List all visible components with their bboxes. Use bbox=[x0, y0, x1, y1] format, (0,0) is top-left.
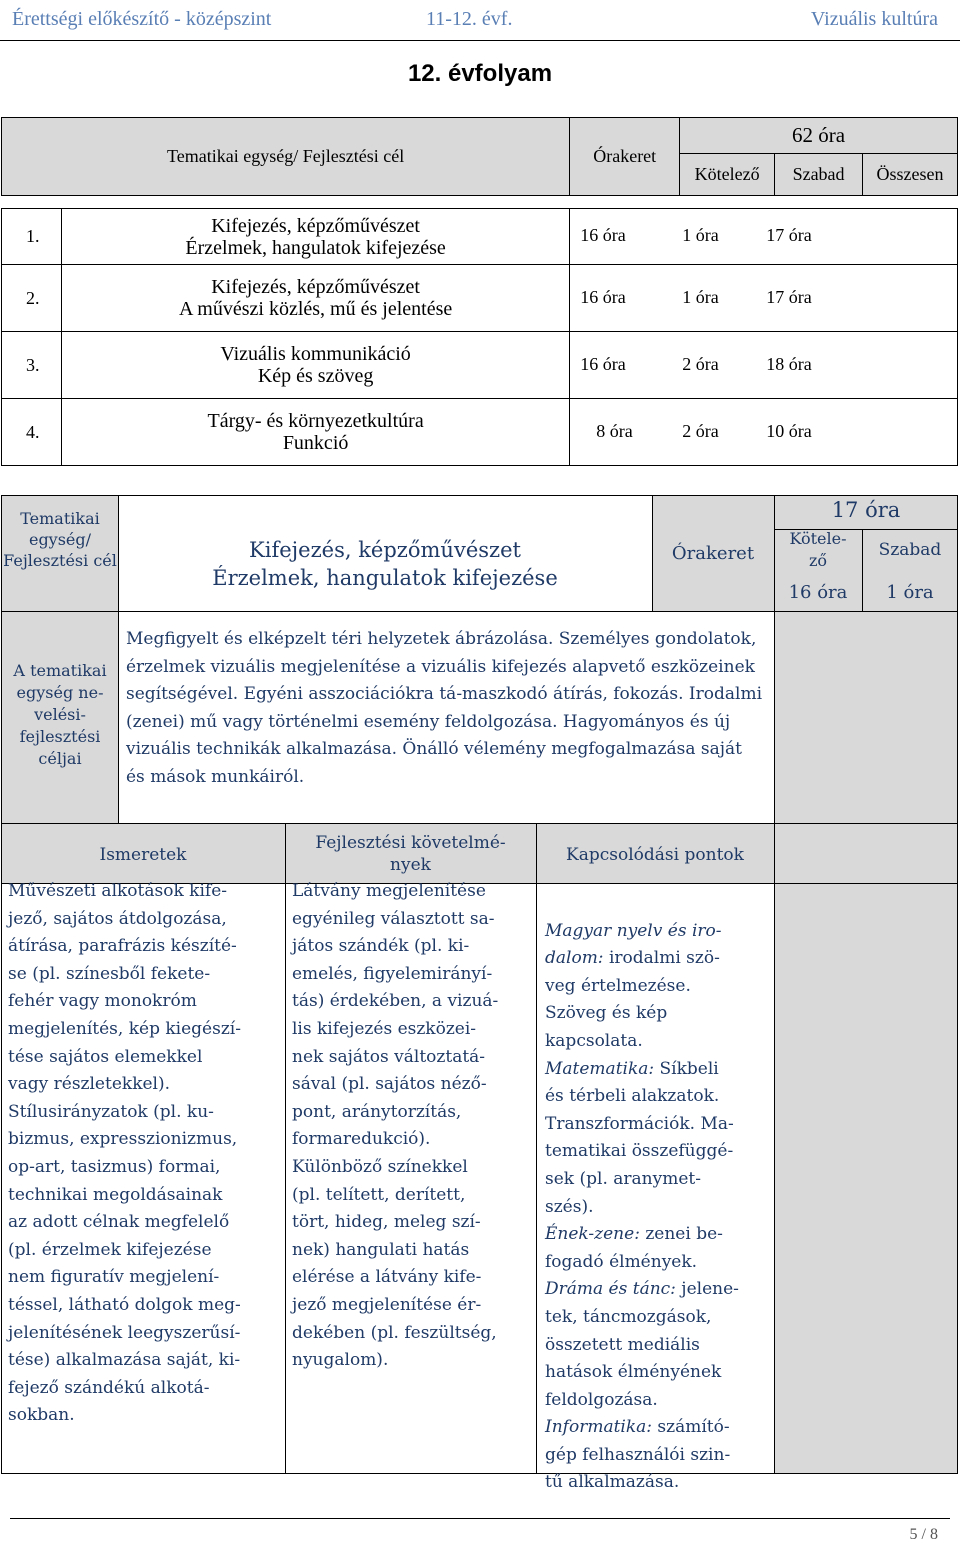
row-kotelezo: 8 óra bbox=[596, 421, 633, 441]
page-title: 12. évfolyam bbox=[407, 60, 553, 87]
connection-subject: Informatika: bbox=[545, 1417, 653, 1438]
summary-table bbox=[1, 117, 958, 466]
summary-row bbox=[2, 209, 958, 265]
row-osszesen: 17 óra bbox=[766, 225, 812, 245]
unit-kotelezo-label: Kötele- ző bbox=[789, 529, 847, 570]
unit-hours-label: Órakeret bbox=[671, 543, 755, 564]
header-mid: 11-12. évf. bbox=[426, 8, 513, 30]
row-title: Kifejezés, képzőművészet bbox=[211, 214, 420, 237]
page-number: 5 / 8 bbox=[909, 1526, 938, 1543]
row-szabad: 2 óra bbox=[682, 421, 719, 441]
row-kotelezo: 16 óra bbox=[580, 354, 626, 374]
unit-total-hours: 17 óra bbox=[831, 498, 901, 522]
unit-title: Kifejezés, képzőművészet bbox=[249, 538, 521, 562]
row-szabad: 1 óra bbox=[682, 287, 719, 307]
unit-szabad-label: Szabad bbox=[878, 540, 942, 560]
summary-row bbox=[2, 265, 958, 332]
row-osszesen: 18 óra bbox=[766, 354, 812, 374]
requirements-text: Látvány megjelenítése egyénileg választott sa- játos szándék (pl. ki- emelés, figyelemirányí- tás) érdekében, a vizuá- lis kifejezés eszközei- nek sajátos változtatá- sával (pl. sajátos néző- pont, aránytorzítás, formaredukció). Különböző színekkel (pl. telített, derített, tört, hideg, meleg szí- nek) hangulati hatás elérése a látvány kife- jező megjelenítése ér- dekében (pl. feszültség, nyugalom). bbox=[292, 881, 499, 1371]
connection-subject: Magyar nyelv és iro- dalom: bbox=[545, 920, 722, 969]
knowledge-text: Művészeti alkotások kife- jező, sajátos átdolgozása, átírása, parafrázis készíté- se (pl. színesből fekete- fehér vagy monokróm megjelenítés, kép kiegészí- tése sajátos elemekkel vagy részletekkel). Stílusirányzatok (pl. ku- bizmus, expresszionizmus, op-art, tasizmus) formai, technikai megoldásainak az adott célnak megfelelő (pl. érzelmek kifejezése nem figuratív megjelení- téssel, látható dolgok meg- jelenítésének leegyszerűsí- tése) alkalmazása saját, ki- fejező szándékú alkotá- sokban. bbox=[8, 881, 241, 1426]
row-kotelezo: 16 óra bbox=[580, 287, 626, 307]
connection-text: irodalmi szö- veg értelmezése. Szöveg és kép kapcsolata. bbox=[545, 948, 720, 1051]
summary-col-szabad: Szabad bbox=[775, 154, 863, 196]
summary-col-osszesen: Összesen bbox=[863, 154, 958, 196]
goals-label: A tematikai egység ne- velési- fejlesztési céljai bbox=[13, 661, 107, 768]
row-number: 3. bbox=[2, 332, 62, 399]
footer-rule bbox=[10, 1518, 950, 1519]
row-number: 4. bbox=[2, 399, 62, 466]
row-szabad: 2 óra bbox=[682, 354, 719, 374]
unit-szabad-hours: 1 óra bbox=[886, 582, 934, 603]
summary-theme-header: Tematikai egység/ Fejlesztési cél bbox=[2, 118, 570, 196]
connection-text: jelene- tek, táncmozgások, összetett mediális hatások élményének feldolgozása. bbox=[545, 1279, 739, 1410]
unit-label: Tematikai egység/ Fejlesztési cél bbox=[3, 509, 117, 570]
unit-kotelezo-hours: 16 óra bbox=[788, 582, 848, 603]
row-subtitle: A művészi közlés, mű és jelentése bbox=[178, 298, 453, 320]
connection-subject: Ének-zene: bbox=[545, 1224, 640, 1245]
row-osszesen: 10 óra bbox=[766, 421, 812, 441]
requirements-header: Fejlesztési követelmé- nyek bbox=[315, 833, 506, 875]
row-kotelezo: 16 óra bbox=[580, 225, 626, 245]
row-number: 1. bbox=[2, 209, 62, 265]
row-szabad: 1 óra bbox=[682, 225, 719, 245]
row-subtitle: Érzelmek, hangulatok kifejezése bbox=[185, 236, 446, 259]
knowledge-header: Ismeretek bbox=[99, 845, 187, 865]
unit-subtitle: Érzelmek, hangulatok kifejezése bbox=[212, 566, 558, 590]
summary-col-kotelezo: Kötelező bbox=[680, 154, 775, 196]
connection-text: számító- gép felhasználói szin- tű alkalmazása. bbox=[545, 1417, 731, 1493]
row-subtitle: Kép és szöveg bbox=[257, 365, 374, 387]
row-subtitle: Funkció bbox=[282, 432, 349, 454]
page-header bbox=[0, 4, 960, 32]
connections-text bbox=[545, 890, 773, 1497]
summary-row bbox=[2, 399, 958, 466]
header-left: Érettségi előkészítő - középszint bbox=[12, 8, 272, 30]
row-title: Kifejezés, képzőművészet bbox=[211, 276, 420, 298]
row-title: Tárgy- és környezetkultúra bbox=[207, 410, 424, 432]
summary-total-hours: 62 óra bbox=[680, 118, 958, 154]
row-title: Vizuális kommunikáció bbox=[220, 343, 411, 365]
summary-hours-header: Órakeret bbox=[570, 118, 680, 196]
summary-row bbox=[2, 332, 958, 399]
connection-subject: Dráma és tánc: bbox=[545, 1279, 676, 1300]
connection-text: Síkbeli és térbeli alakzatok. Transzformációk. Ma- tematikai összefüggé- sek (pl. aranymet- szés). bbox=[545, 1058, 734, 1217]
goals-text: Megfigyelt és elképzelt téri helyzetek ábrázolása. Személyes gondolatok, érzelmek vizuális megjelenítése a vizuális kifejezés alapvető eszközeinek segítségével. Egyéni asszociációkra tá-maszkodó átírás, fokozás. Irodalmi (zenei) mű vagy történelmi esemény feldolgozása. Hagyományos és új vizuális technikák alkalmazása. Önálló vélemény megfogalmazása saját és mások munkáiról. bbox=[126, 629, 763, 787]
row-osszesen: 17 óra bbox=[766, 287, 812, 307]
header-rule bbox=[0, 40, 960, 41]
connections-header: Kapcsolódási pontok bbox=[566, 845, 744, 865]
connection-text: zenei be- fogadó élmények. bbox=[545, 1224, 723, 1272]
row-number: 2. bbox=[2, 265, 62, 332]
header-right: Vizuális kultúra bbox=[810, 8, 938, 30]
connection-subject: Matematika: bbox=[545, 1058, 655, 1079]
